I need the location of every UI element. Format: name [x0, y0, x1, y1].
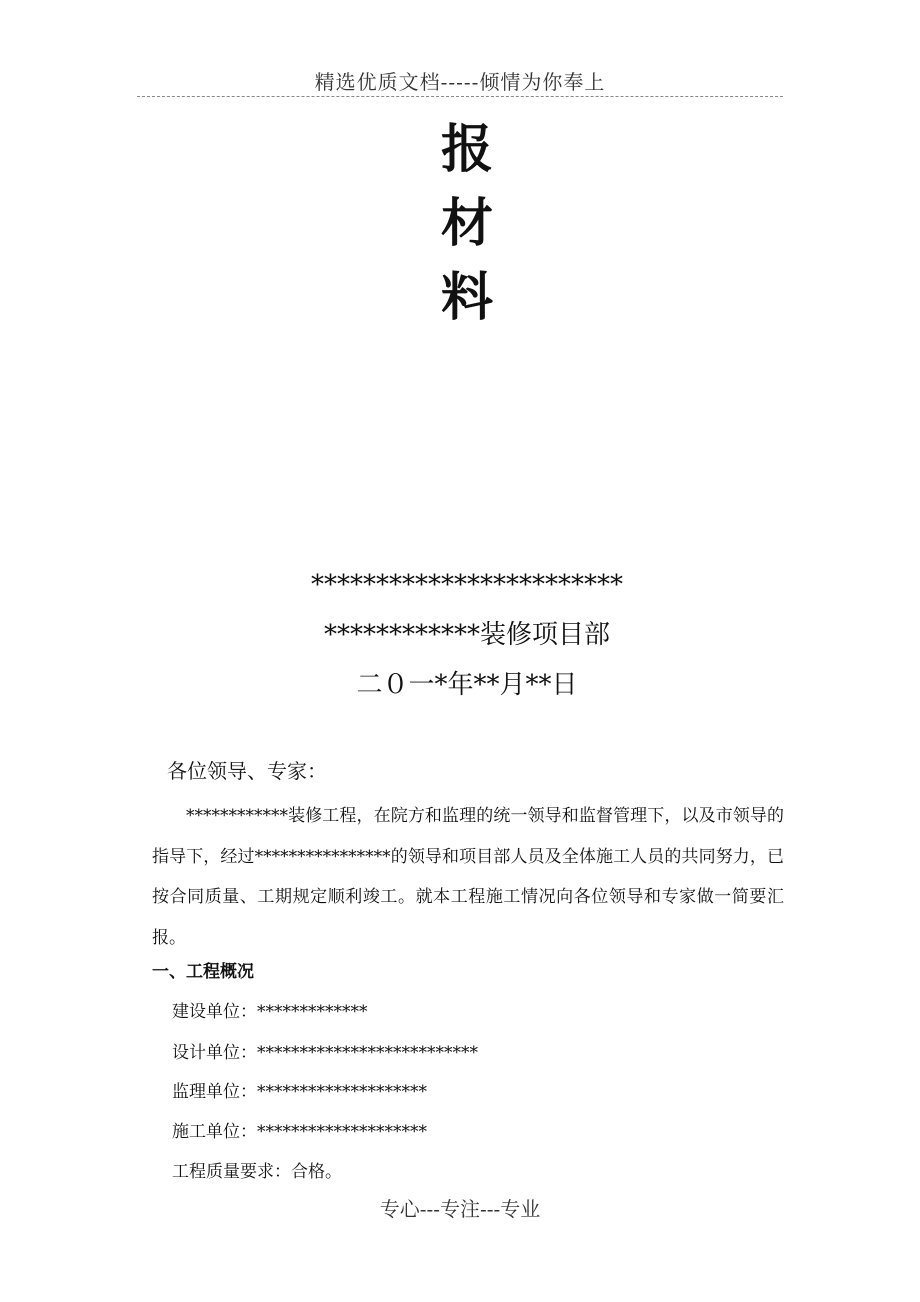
- info-construction-unit: 建设单位：*************: [172, 1002, 368, 1022]
- info-quality-requirement: 工程质量要求：合格。: [172, 1162, 342, 1182]
- organization-line-2: ************装修项目部: [323, 620, 610, 650]
- section-heading: 一、工程概况: [152, 962, 254, 982]
- title-char-1: 报: [440, 119, 493, 180]
- salutation: 各位领导、专家：: [167, 759, 327, 783]
- document-date: 二０一*年**月**日: [356, 670, 578, 700]
- page-footer: 专心---专注---专业: [379, 1197, 541, 1221]
- organization-line-1: ************************: [311, 570, 623, 600]
- title-char-3: 料: [440, 267, 493, 328]
- info-contractor-unit: 施工单位：********************: [172, 1122, 427, 1142]
- title-char-2: 材: [440, 193, 493, 254]
- info-design-unit: 设计单位：**************************: [172, 1043, 478, 1063]
- page-header: 精选优质文档-----倾情为你奉上: [314, 70, 606, 94]
- body-paragraph: ************装修工程，在院方和监理的统一领导和监督管理下，以及市领导的指导下，经过****************的领导和项目部人员及全体施工人员的共同努力，已按合同质量、工期规定顺利竣工。就本工程施工情况向各位领导和专家做一简要汇报。: [152, 806, 784, 948]
- header-divider: [137, 96, 783, 97]
- info-supervision-unit: 监理单位：********************: [172, 1082, 427, 1102]
